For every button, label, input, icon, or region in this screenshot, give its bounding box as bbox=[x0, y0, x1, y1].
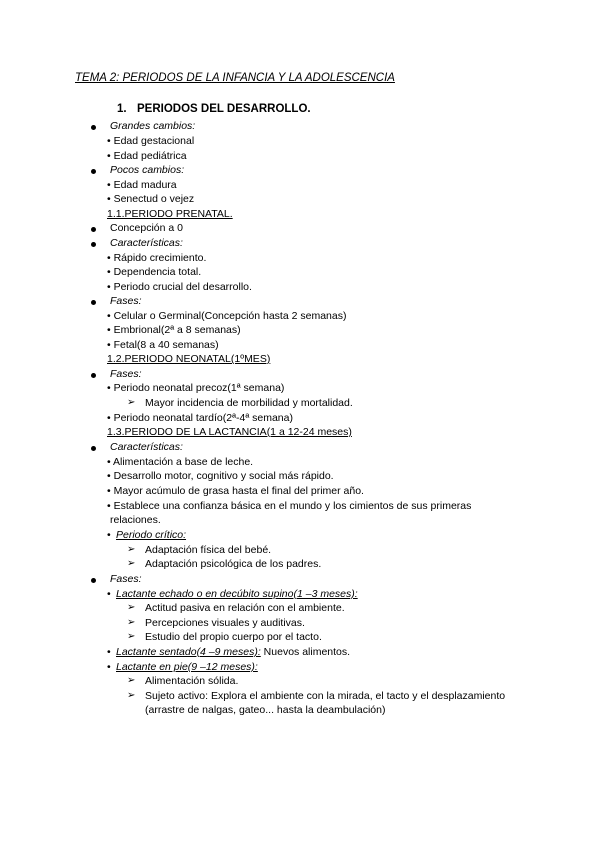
list-item bbox=[116, 646, 350, 659]
list-item: Adaptación psicológica de los padres. bbox=[145, 558, 322, 570]
list-item: relaciones. bbox=[110, 514, 161, 526]
list-item: Periodo crítico: bbox=[116, 529, 187, 541]
list-item: • Mayor acúmulo de grasa hasta el final del primer año. bbox=[107, 485, 364, 497]
subsection-heading: 1.2.PERIODO NEONATAL(1ºMES) bbox=[107, 353, 271, 365]
list-bullet-glyph: • bbox=[107, 529, 111, 541]
list-item: Concepción a 0 bbox=[110, 222, 183, 234]
arrow-bullet-icon: ➢ bbox=[127, 397, 136, 408]
list-item: • Edad madura bbox=[107, 179, 177, 191]
list-bullet bbox=[91, 578, 96, 583]
list-bullet bbox=[91, 227, 96, 232]
list-item: Percepciones visuales y auditivas. bbox=[145, 617, 305, 629]
arrow-bullet-icon: ➢ bbox=[127, 617, 136, 628]
arrow-bullet-icon: ➢ bbox=[127, 675, 136, 686]
list-item: • Periodo crucial del desarrollo. bbox=[107, 281, 252, 293]
list-item: Fases: bbox=[110, 573, 142, 585]
list-item: Características: bbox=[110, 237, 183, 249]
list-bullet bbox=[91, 169, 96, 174]
list-item: (arrastre de nalgas, gateo... hasta la deambulación) bbox=[145, 704, 386, 716]
list-item: • Dependencia total. bbox=[107, 266, 202, 278]
arrow-bullet-icon: ➢ bbox=[127, 602, 136, 613]
list-item: Fases: bbox=[110, 295, 142, 307]
list-item: • Desarrollo motor, cognitivo y social más rápido. bbox=[107, 470, 334, 482]
list-bullet-glyph: • bbox=[107, 661, 111, 673]
list-item: Actitud pasiva en relación con el ambiente. bbox=[145, 602, 345, 614]
list-item: • Fetal(8 a 40 semanas) bbox=[107, 339, 219, 351]
list-item: • Edad gestacional bbox=[107, 135, 195, 147]
list-item: Grandes cambios: bbox=[110, 120, 196, 132]
arrow-bullet-icon: ➢ bbox=[127, 631, 136, 642]
list-item: • Periodo neonatal precoz(1ª semana) bbox=[107, 382, 285, 394]
list-item: • Senectud o vejez bbox=[107, 193, 195, 205]
arrow-bullet-icon: ➢ bbox=[127, 690, 136, 701]
list-bullet bbox=[91, 125, 96, 130]
list-item: • Alimentación a base de leche. bbox=[107, 456, 254, 468]
list-item: Sujeto activo: Explora el ambiente con la mirada, el tacto y el desplazamiento bbox=[145, 690, 506, 702]
list-bullet-glyph: • bbox=[107, 588, 111, 600]
list-item-lead: Lactante sentado(4 –9 meses): bbox=[116, 646, 261, 658]
list-bullet bbox=[91, 446, 96, 451]
list-item: • Celular o Germinal(Concepción hasta 2 semanas) bbox=[107, 310, 347, 322]
document-title: TEMA 2: PERIODOS DE LA INFANCIA Y LA ADOLESCENCIA bbox=[75, 72, 395, 84]
list-bullet bbox=[91, 300, 96, 305]
list-bullet bbox=[91, 373, 96, 378]
list-item: • Embrional(2ª a 8 semanas) bbox=[107, 324, 241, 336]
subsection-heading: 1.1.PERIODO PRENATAL. bbox=[107, 208, 233, 220]
list-item: Características: bbox=[110, 441, 183, 453]
list-item: Mayor incidencia de morbilidad y mortalidad. bbox=[145, 397, 353, 409]
list-item: Lactante en pie(9 –12 meses): bbox=[116, 661, 258, 673]
list-item: • Establece una confianza básica en el mundo y los cimientos de sus primeras bbox=[107, 500, 472, 512]
list-item: • Edad pediátrica bbox=[107, 150, 187, 162]
list-item: Adaptación física del bebé. bbox=[145, 544, 272, 556]
list-item: • Rápido crecimiento. bbox=[107, 252, 207, 264]
list-bullet-glyph: • bbox=[107, 646, 111, 658]
list-item: Fases: bbox=[110, 368, 142, 380]
subsection-heading: 1.3.PERIODO DE LA LACTANCIA(1 a 12-24 meses) bbox=[107, 426, 352, 438]
list-bullet bbox=[91, 242, 96, 247]
section-heading: PERIODOS DEL DESARROLLO. bbox=[137, 103, 311, 115]
list-item: Alimentación sólida. bbox=[145, 675, 239, 687]
arrow-bullet-icon: ➢ bbox=[127, 558, 136, 569]
list-item-rest: Nuevos alimentos. bbox=[260, 646, 351, 658]
list-item: • Periodo neonatal tardío(2ª-4ª semana) bbox=[107, 412, 293, 424]
arrow-bullet-icon: ➢ bbox=[127, 544, 136, 555]
list-item: Lactante echado o en decúbito supino(1 –3 meses): bbox=[116, 588, 358, 600]
list-item: Estudio del propio cuerpo por el tacto. bbox=[145, 631, 322, 643]
section-number: 1. bbox=[117, 103, 127, 115]
list-item: Pocos cambios: bbox=[110, 164, 185, 176]
